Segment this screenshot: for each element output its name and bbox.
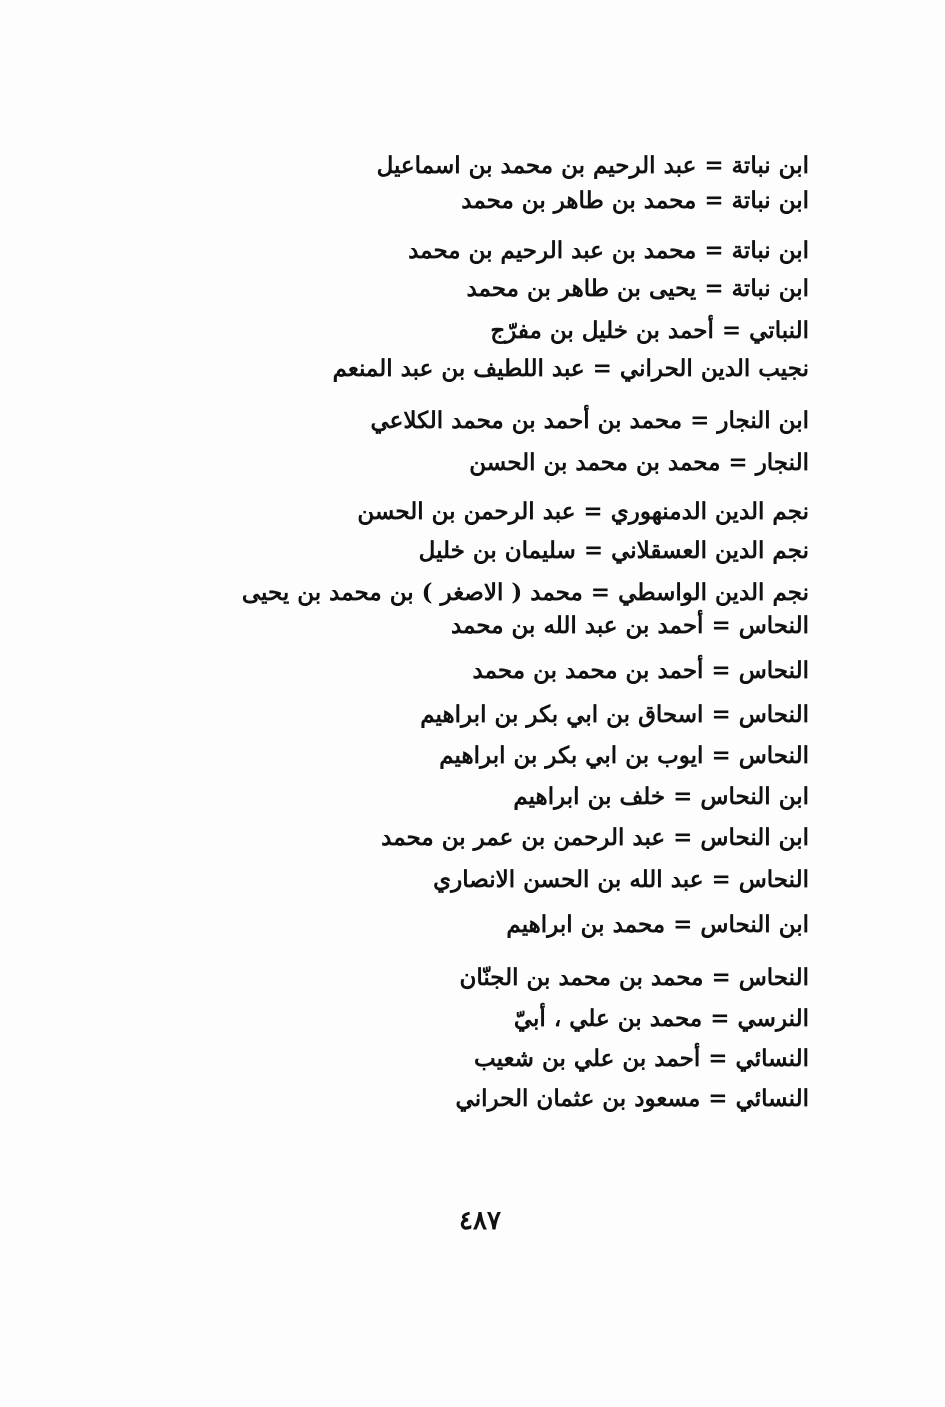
index-entry: ابن النحاس = محمد بن ابراهيم <box>506 911 809 938</box>
index-entry: نجيب الدين الحراني = عبد اللطيف بن عبد المنعم <box>332 355 809 382</box>
index-entry: النحاس = أحمد بن محمد بن محمد <box>472 657 809 684</box>
index-entry: النسائي = مسعود بن عثمان الحراني <box>455 1085 809 1112</box>
index-entry: النباتي = أحمد بن خليل بن مفرّج <box>490 317 809 344</box>
index-entry: النرسي = محمد بن علي ، أبيّ <box>513 1005 809 1032</box>
index-entry: نجم الدين الدمنهوري = عبد الرحمن بن الحسن <box>357 498 809 525</box>
biographical-index-list <box>189 150 809 1115</box>
index-entry: ابن نباتة = محمد بن طاهر بن محمد <box>461 187 809 214</box>
index-entry: نجم الدين العسقلاني = سليمان بن خليل <box>418 537 809 564</box>
page-number: ٤٨٧ <box>459 1206 501 1236</box>
index-entry: ابن نباتة = عبد الرحيم بن محمد بن اسماعيل <box>376 152 809 179</box>
index-entry: النسائي = أحمد بن علي بن شعيب <box>474 1045 809 1072</box>
index-entry: النحاس = ايوب بن ابي بكر بن ابراهيم <box>439 742 809 769</box>
index-entry: ابن نباتة = محمد بن عبد الرحيم بن محمد <box>408 237 809 264</box>
index-entry: النحاس = عبد الله بن الحسن الانصاري <box>433 866 809 893</box>
index-entry: ابن النحاس = خلف بن ابراهيم <box>513 783 809 810</box>
index-entry: ابن النجار = محمد بن أحمد بن محمد الكلاعي <box>370 407 809 434</box>
index-entry: ابن النحاس = عبد الرحمن بن عمر بن محمد <box>381 824 809 851</box>
index-entry: نجم الدين الواسطي = محمد ( الاصغر ) بن محمد بن يحيى <box>241 579 809 606</box>
index-entry: النحاس = اسحاق بن ابي بكر بن ابراهيم <box>420 701 809 728</box>
index-entry: ابن نباتة = يحيى بن طاهر بن محمد <box>466 275 809 302</box>
index-entry: النحاس = أحمد بن عبد الله بن محمد <box>450 612 809 639</box>
index-entry: النحاس = محمد بن محمد بن الجنّان <box>459 964 809 991</box>
index-entry: النجار = محمد بن محمد بن الحسن <box>469 449 809 476</box>
